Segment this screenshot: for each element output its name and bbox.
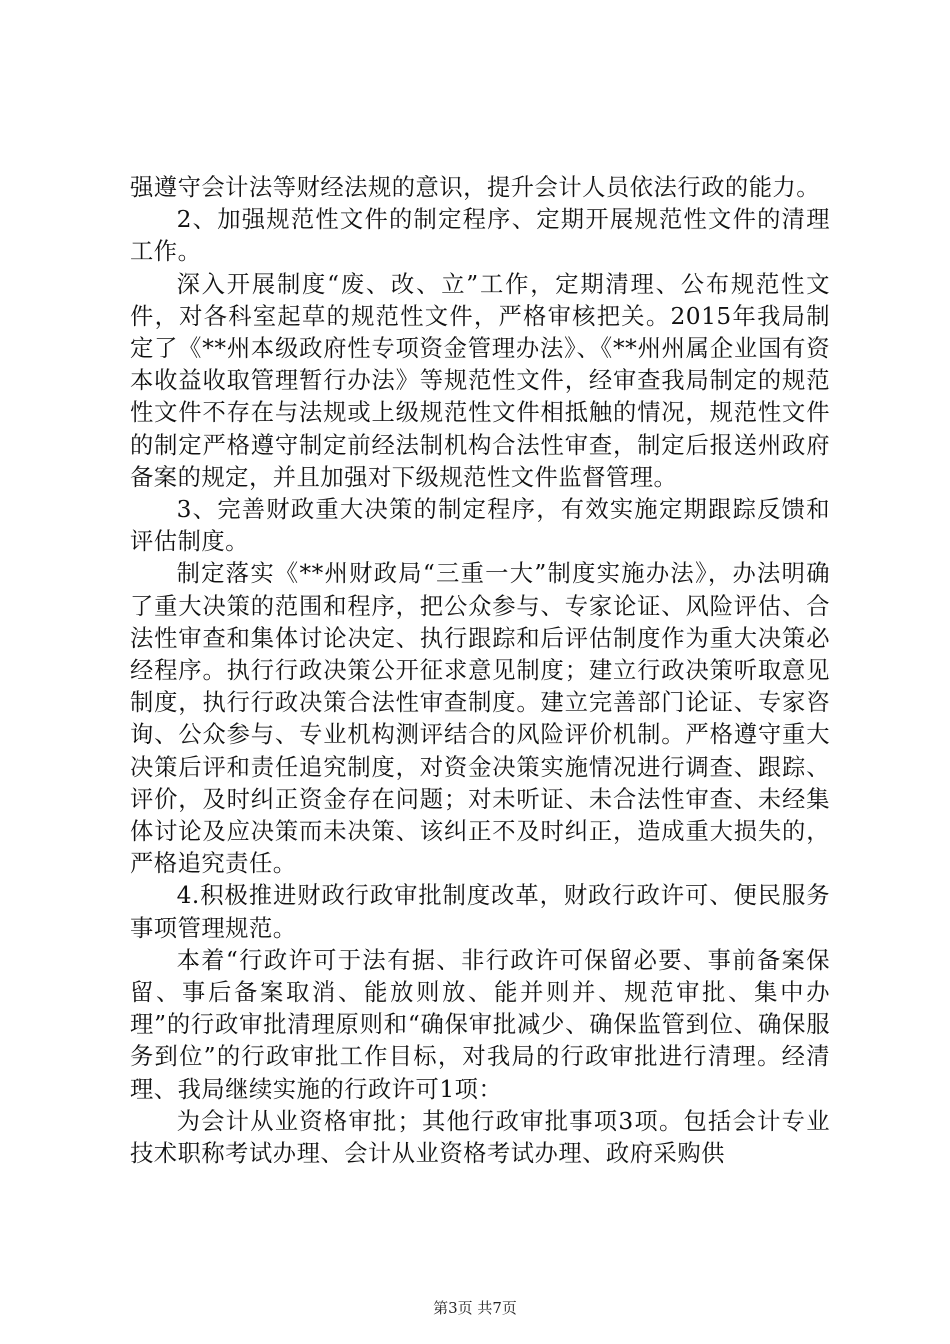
paragraph-2-heading: 2、加强规范性文件的制定程序、定期开展规范性文件的清理工作。 (130, 206, 830, 266)
paragraph-8: 为会计从业资格审批；其他行政审批事项3项。包括会计专业技术职称考试办理、会计从业资格考试办理、政府采购供 (130, 1107, 830, 1168)
paragraph-4-heading: 3、完善财政重大决策的制定程序，有效实施定期跟踪反馈和评估制度。 (130, 496, 830, 556)
paragraph-6-heading: 4.积极推进财政行政审批制度改革，财政行政许可、便民服务事项管理规范。 (130, 882, 830, 942)
paragraph-5: 制定落实《**州财政局“三重一大”制度实施办法》，办法明确了重大决策的范围和程序，把公众参与、专家论证、风险评估、合法性审查和集体讨论决定、执行跟踪和后评估制度作为重大决策必经程序。执行行政决策公开征求意见制度；建立行政决策听取意见制度，执行行政决策合法性审查制度。建立完善部门论证、专家咨询、公众参与、专业机构测评结合的风险评价机制。严格遵守重大决策后评和责任追究制度，对资金决策实施情况进行调查、跟踪、评价，及时纠正资金存在问题；对未听证、未合法性审查、未经集体讨论及应决策而未决策、该纠正不及时纠正，造成重大损失的，严格追究责任。 (130, 560, 830, 878)
paragraph-3: 深入开展制度“废、改、立”工作，定期清理、公布规范性文件，对各科室起草的规范性文件，严格审核把关。2015年我局制定了《**州本级政府性专项资金管理办法》、《**州州属企业国有资本收益收取管理暂行办法》等规范性文件，经审查我局制定的规范性文件不存在与法规或上级规范性文件相抵触的情况，规范性文件的制定严格遵守制定前经法制机构合法性审查，制定后报送州政府备案的规定，并且加强对下级规范性文件监督管理。 (130, 270, 830, 491)
document-body (130, 172, 830, 1170)
paragraph-7: 本着“行政许可于法有据、非行政许可保留必要、事前备案保留、事后备案取消、能放则放、能并则并、规范审批、集中办理”的行政审批清理原则和“确保审批减少、确保监管到位、确保服务到位”的行政审批工作目标，对我局的行政审批进行清理。经清理、我局继续实施的行政许可1项： (130, 946, 830, 1103)
page-footer: 第3页 共7页 (433, 1299, 517, 1317)
paragraph-1: 强遵守会计法等财经法规的意识，提升会计人员依法行政的能力。 (130, 174, 821, 201)
